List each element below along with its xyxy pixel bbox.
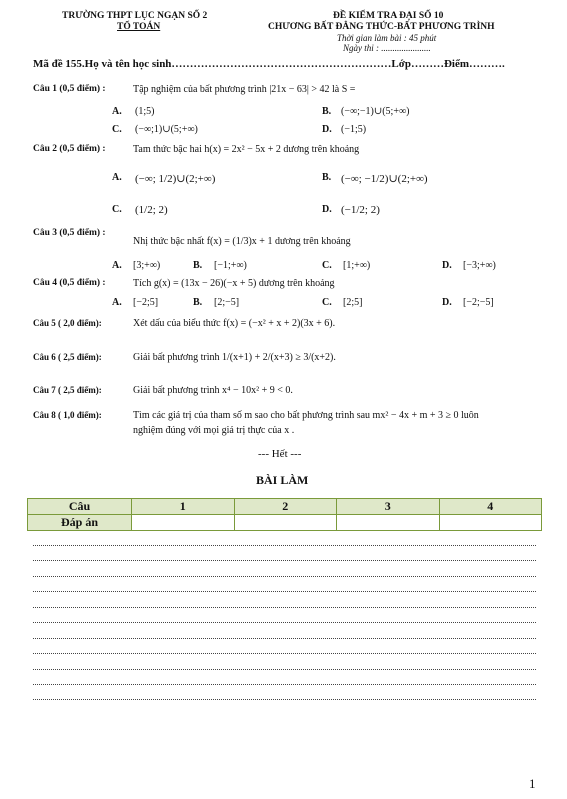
- q1-option-c: (−∞;1)∪(5;+∞): [135, 124, 198, 135]
- q1-option-b-letter: B.: [322, 106, 332, 117]
- question-3-label: Câu 3 (0,5 điểm) :: [33, 228, 106, 238]
- q4-option-a-letter: A.: [112, 297, 122, 308]
- question-5-text: Xét dấu của biểu thức f(x) = (−x² + x + 2)(3x + 6).: [133, 318, 336, 329]
- q2-option-d: (−1/2; 2): [341, 204, 380, 216]
- question-4-text: Tích g(x) = (13x − 26)(−x + 5) dương trên khoảng: [133, 278, 335, 289]
- answer-line[interactable]: [33, 653, 536, 654]
- q4-option-b-letter: B.: [193, 297, 203, 308]
- answer-section-title: BÀI LÀM: [256, 473, 309, 487]
- q4-option-d: [−2;−5]: [463, 297, 494, 308]
- q2-option-d-letter: D.: [322, 204, 332, 215]
- q1-option-c-letter: C.: [112, 124, 122, 135]
- answer-line[interactable]: [33, 560, 536, 561]
- question-1-text: Tập nghiệm của bất phương trình |21x − 63| > 42 là S =: [133, 84, 356, 95]
- question-2-text: Tam thức bậc hai h(x) = 2x² − 5x + 2 dương trên khoảng: [133, 144, 360, 155]
- answer-line[interactable]: [33, 622, 536, 623]
- q2-option-a: (−∞; 1/2)∪(2;+∞): [135, 173, 216, 185]
- q3-option-c-letter: C.: [322, 260, 332, 271]
- q3-option-d: [−3;+∞): [463, 260, 496, 271]
- answer-line[interactable]: [33, 699, 536, 700]
- answer-cell-3[interactable]: [337, 515, 440, 531]
- end-marker: --- Hết ---: [258, 448, 302, 460]
- answer-cell-1[interactable]: [132, 515, 235, 531]
- answer-line[interactable]: [33, 669, 536, 670]
- q2-option-a-letter: A.: [112, 172, 122, 183]
- exam-time: Thời gian làm bài : 45 phút: [337, 33, 437, 43]
- answer-line[interactable]: [33, 576, 536, 577]
- question-3-text: Nhị thức bậc nhất f(x) = (1/3)x + 1 dương trên khoảng: [133, 236, 351, 247]
- answer-table-col-3: 3: [337, 499, 440, 515]
- q3-option-b-letter: B.: [193, 260, 203, 271]
- q3-option-b: [−1;+∞): [214, 260, 247, 271]
- q3-option-a: [3;+∞): [133, 260, 161, 271]
- q3-option-a-letter: A.: [112, 260, 122, 271]
- exam-date: Ngày thi : ......................: [343, 43, 431, 53]
- answer-line[interactable]: [33, 591, 536, 592]
- answer-table-col-2: 2: [234, 499, 337, 515]
- question-4-label: Câu 4 (0,5 điểm) :: [33, 278, 106, 288]
- answer-line[interactable]: [33, 638, 536, 639]
- question-8-text-line2: nghiệm đúng với mọi giá trị thực của x .: [133, 425, 295, 436]
- q4-option-c: [2;5]: [343, 297, 363, 308]
- question-7-text: Giải bất phương trình x⁴ − 10x² + 9 < 0.: [133, 385, 293, 396]
- q2-option-b: (−∞; −1/2)∪(2;+∞): [341, 173, 428, 185]
- q1-option-d: (−1;5): [341, 124, 367, 135]
- q3-option-c: [1;+∞): [343, 260, 371, 271]
- school-name: TRƯỜNG THPT LỤC NGẠN SỐ 2: [62, 11, 208, 21]
- q2-option-b-letter: B.: [322, 172, 332, 183]
- answer-table-col-4: 4: [439, 499, 542, 515]
- q4-option-d-letter: D.: [442, 297, 452, 308]
- answer-table-answer-row: [28, 515, 542, 531]
- q1-option-b: (−∞;−1)∪(5;+∞): [341, 106, 410, 117]
- exam-title: ĐỀ KIỂM TRA ĐẠI SỐ 10: [333, 11, 444, 21]
- student-info-line: Mã đề 155.Họ và tên học sinh……………………………………………………Lớp………Điểm……….: [33, 58, 505, 70]
- question-7-label: Câu 7 ( 2,5 điểm):: [33, 385, 102, 395]
- page-number: 1: [529, 776, 536, 791]
- q2-option-c: (1/2; 2): [135, 204, 168, 216]
- chapter-title: CHƯƠNG BẤT ĐẲNG THỨC-BẤT PHƯƠNG TRÌNH: [268, 22, 495, 32]
- q1-option-a: (1;5): [135, 106, 155, 117]
- answer-cell-2[interactable]: [234, 515, 337, 531]
- question-5-label: Câu 5 ( 2,0 điểm):: [33, 318, 102, 328]
- q4-option-a: [−2;5]: [133, 297, 159, 308]
- answer-table: [27, 498, 542, 531]
- answer-line[interactable]: [33, 607, 536, 608]
- question-2-label: Câu 2 (0,5 điểm) :: [33, 144, 106, 154]
- answer-table-header-label: Câu: [28, 499, 132, 515]
- q1-option-a-letter: A.: [112, 106, 122, 117]
- q4-option-b: [2;−5]: [214, 297, 240, 308]
- q1-option-d-letter: D.: [322, 124, 332, 135]
- q4-option-c-letter: C.: [322, 297, 332, 308]
- question-8-label: Câu 8 ( 1,0 điểm):: [33, 410, 102, 420]
- question-8-text-line1: Tìm các giá trị của tham số m sao cho bất phương trình sau mx² − 4x + m + 3 ≥ 0 luôn: [133, 410, 479, 421]
- answer-line[interactable]: [33, 545, 536, 546]
- q2-option-c-letter: C.: [112, 204, 122, 215]
- question-1-label: Câu 1 (0,5 điểm) :: [33, 84, 106, 94]
- answer-table-row-label: Đáp án: [28, 515, 132, 531]
- answer-cell-4[interactable]: [439, 515, 542, 531]
- answer-table-col-1: 1: [132, 499, 235, 515]
- department-name: TỔ TOÁN: [117, 22, 161, 32]
- answer-table-header-row: [28, 499, 542, 515]
- question-6-text: Giải bất phương trình 1/(x+1) + 2/(x+3) ≥ 3/(x+2).: [133, 352, 336, 363]
- answer-line[interactable]: [33, 684, 536, 685]
- question-6-label: Câu 6 ( 2,5 điểm):: [33, 352, 102, 362]
- q3-option-d-letter: D.: [442, 260, 452, 271]
